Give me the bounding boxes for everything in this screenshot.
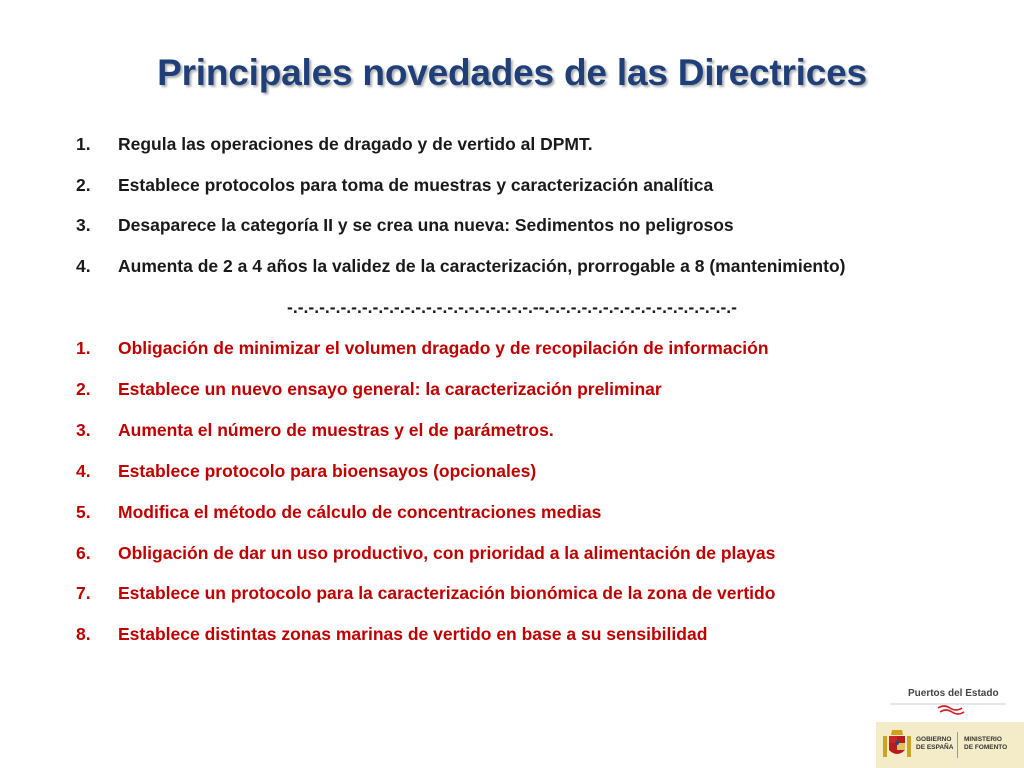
list-item <box>76 417 956 443</box>
list-item <box>76 621 956 647</box>
item-text: Establece distintas zonas marinas de vertido en base a su sensibilidad <box>118 624 708 644</box>
gobierno-text: GOBIERNO DE ESPAÑA <box>916 736 954 751</box>
slide-title: Principales novedades de las Directrices <box>157 52 867 93</box>
item-number: 4. <box>76 256 91 276</box>
gobierno-ministerio-logo <box>876 722 1024 768</box>
item-number: 3. <box>76 420 91 440</box>
ministerio-text: MINISTERIO DE FOMENTO <box>964 736 1008 751</box>
item-text: Obligación de dar un uso productivo, con prioridad a la alimentación de playas <box>118 543 776 563</box>
item-number: 7. <box>76 583 91 603</box>
list-item <box>76 131 956 157</box>
item-text: Desaparece la categoría II y se crea una nueva: Sedimentos no peligrosos <box>118 215 734 235</box>
item-number: 5. <box>76 502 91 522</box>
item-number: 4. <box>76 461 91 481</box>
list-item <box>76 458 956 484</box>
item-number: 3. <box>76 215 91 235</box>
list-item <box>76 580 956 606</box>
item-text: Aumenta el número de muestras y el de parámetros. <box>118 420 554 440</box>
item-text: Regula las operaciones de dragado y de vertido al DPMT. <box>118 134 593 154</box>
list-item <box>76 499 956 525</box>
item-number: 6. <box>76 543 91 563</box>
item-text: Obligación de minimizar el volumen dragado y de recopilación de información <box>118 338 769 358</box>
puertos-logo-text: Puertos del Estado <box>908 688 999 699</box>
item-number: 2. <box>76 175 91 195</box>
item-number: 1. <box>76 338 91 358</box>
separator-line: -.-.-.-.-.-.-.-.-.-.-.-.-.-.-.-.-.-.-.-.-.-.-.--.-.-.-.-.-.-.-.-.-.-.-.-.-.-.-.-.-.- <box>287 297 737 317</box>
item-text: Establece protocolo para bioensayos (opcionales) <box>118 461 537 481</box>
item-number: 8. <box>76 624 91 644</box>
list-item <box>76 253 956 279</box>
coat-of-arms-icon <box>882 727 912 763</box>
item-text: Modifica el método de cálculo de concentraciones medias <box>118 502 602 522</box>
item-text: Aumenta de 2 a 4 años la validez de la caracterización, prorrogable a 8 (mantenimiento) <box>118 256 846 276</box>
logo-divider <box>957 732 958 758</box>
item-text: Establece protocolos para toma de muestras y caracterización analítica <box>118 175 714 195</box>
list-item <box>76 335 956 361</box>
puertos-del-estado-logo <box>888 684 1018 716</box>
list-item <box>76 212 956 238</box>
item-text: Establece un protocolo para la caracterización bionómica de la zona de vertido <box>118 583 776 603</box>
list-item <box>76 540 956 566</box>
list-item <box>76 172 956 198</box>
list-item <box>76 376 956 402</box>
item-number: 1. <box>76 134 91 154</box>
waves-icon <box>888 684 1018 716</box>
item-text: Establece un nuevo ensayo general: la caracterización preliminar <box>118 379 662 399</box>
item-number: 2. <box>76 379 91 399</box>
